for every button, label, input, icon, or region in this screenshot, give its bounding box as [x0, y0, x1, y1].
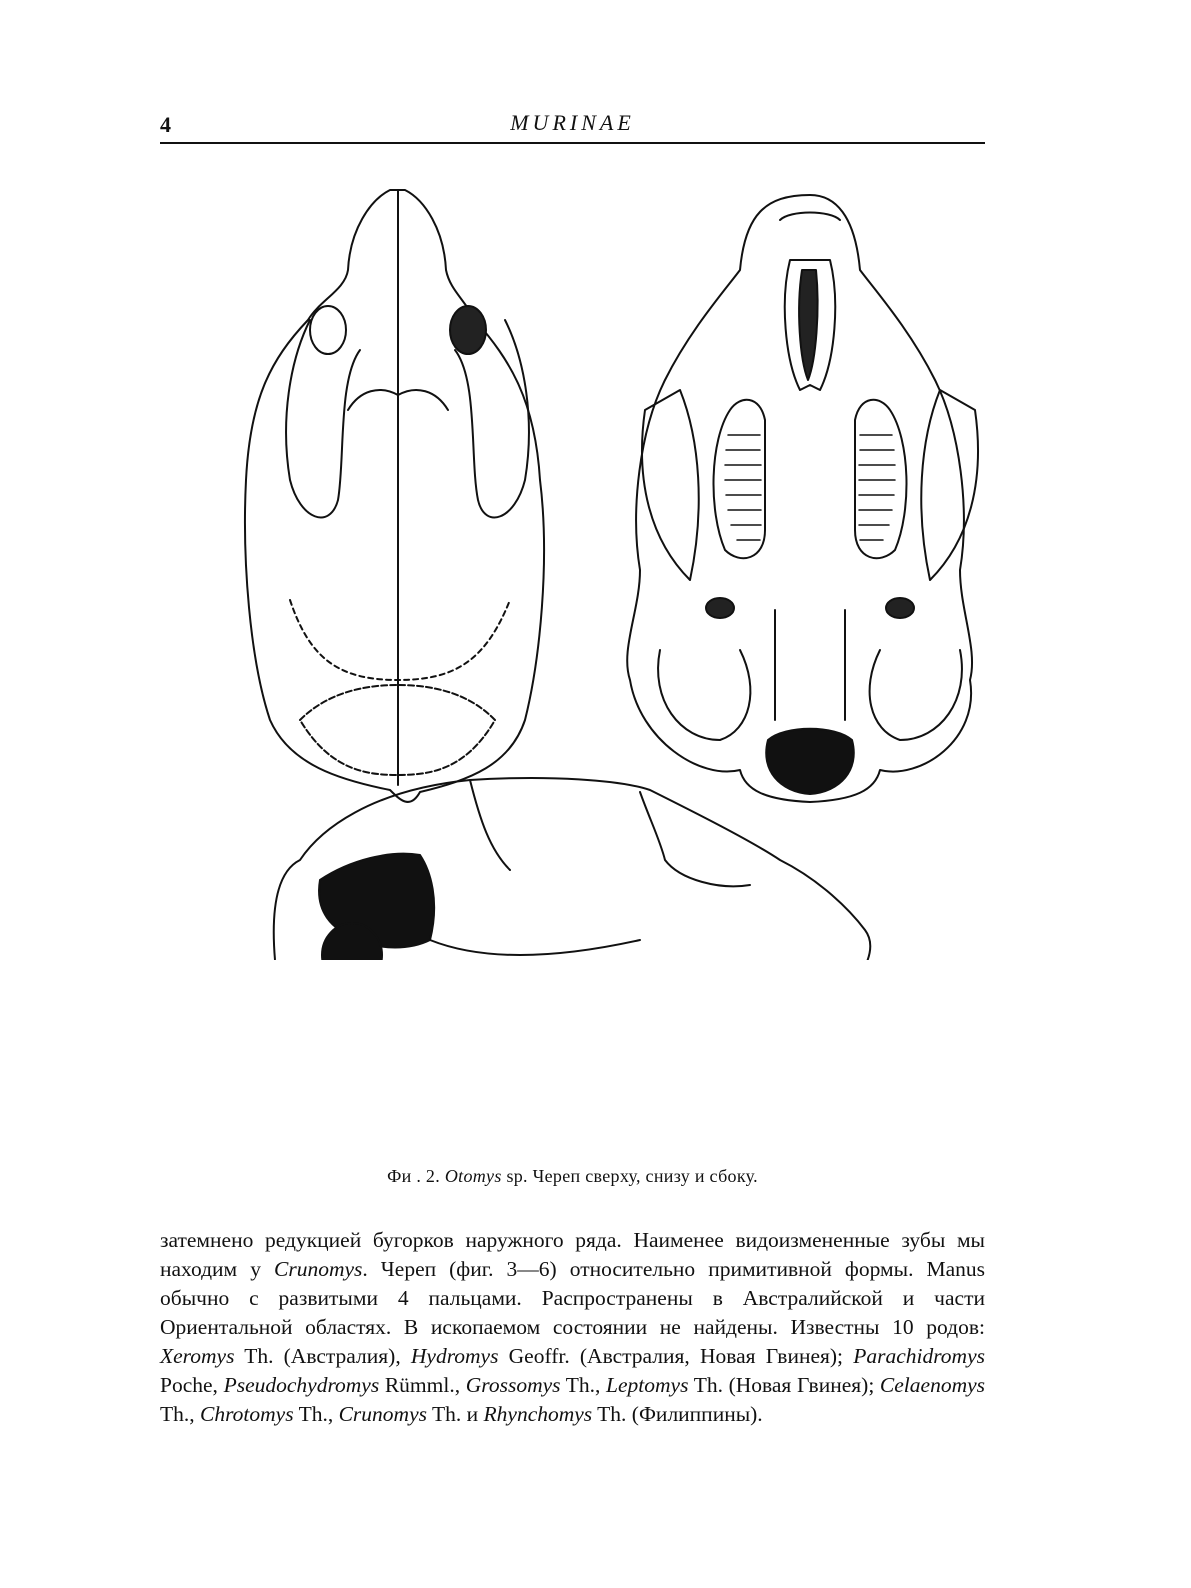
caption-genus: Otomys	[444, 1166, 502, 1186]
text-run: затемнено редукцией бугорков наружного ряда. Наименее видоизмененные зубы мы находим у	[160, 1228, 985, 1281]
skull-figure	[220, 180, 980, 960]
caption-label: Фи . 2.	[387, 1166, 441, 1186]
genus-name: Grossomys	[465, 1373, 561, 1397]
genus-name: Xeromys	[160, 1344, 235, 1368]
genus-name: Rhynchomys	[483, 1402, 593, 1426]
skull-dorsal-view	[245, 190, 544, 802]
genus-name: Hydromys	[410, 1344, 499, 1368]
genus-name: Crunomys	[273, 1257, 363, 1281]
skull-lateral-view	[274, 778, 871, 960]
text-run: Th.,	[160, 1402, 201, 1426]
text-run: Th. (Новая Гвинея);	[688, 1373, 880, 1397]
body-paragraph	[160, 1226, 985, 1429]
skull-ventral-view	[627, 195, 978, 802]
text-run: Th. (Австралия),	[234, 1344, 411, 1368]
page-number: 4	[160, 112, 171, 137]
running-title: MURINAE	[510, 110, 635, 135]
running-header	[160, 108, 985, 142]
header-rule	[160, 142, 985, 144]
genus-name: Parachidromys	[853, 1344, 985, 1368]
text-run: Poche,	[160, 1373, 224, 1397]
text-run: . Череп (фиг. 3—6) относительно примитивной формы. Manus обычно с развитыми 4 пальцами. Распространены в Австралийской и части Ориентальной областях. В ископаемом состоянии не найдены. Известны 10 родов:	[160, 1257, 985, 1339]
text-run: Th.,	[293, 1402, 339, 1426]
text-run: Th. (Филиппины).	[592, 1402, 763, 1426]
text-run: Geoffr. (Австралия, Новая Гвинея);	[498, 1344, 854, 1368]
figure-caption	[160, 1166, 985, 1187]
text-run: Th. и	[427, 1402, 484, 1426]
genus-name: Pseudochydromys	[223, 1373, 380, 1397]
caption-rest: sp. Череп сверху, снизу и сбоку.	[501, 1166, 758, 1186]
genus-name: Leptomys	[606, 1373, 689, 1397]
genus-name: Chrotomys	[200, 1402, 294, 1426]
genus-name: Crunomys	[338, 1402, 427, 1426]
text-run: Th.,	[560, 1373, 607, 1397]
genus-name: Celaenomys	[879, 1373, 986, 1397]
text-run: Rümml.,	[379, 1373, 466, 1397]
